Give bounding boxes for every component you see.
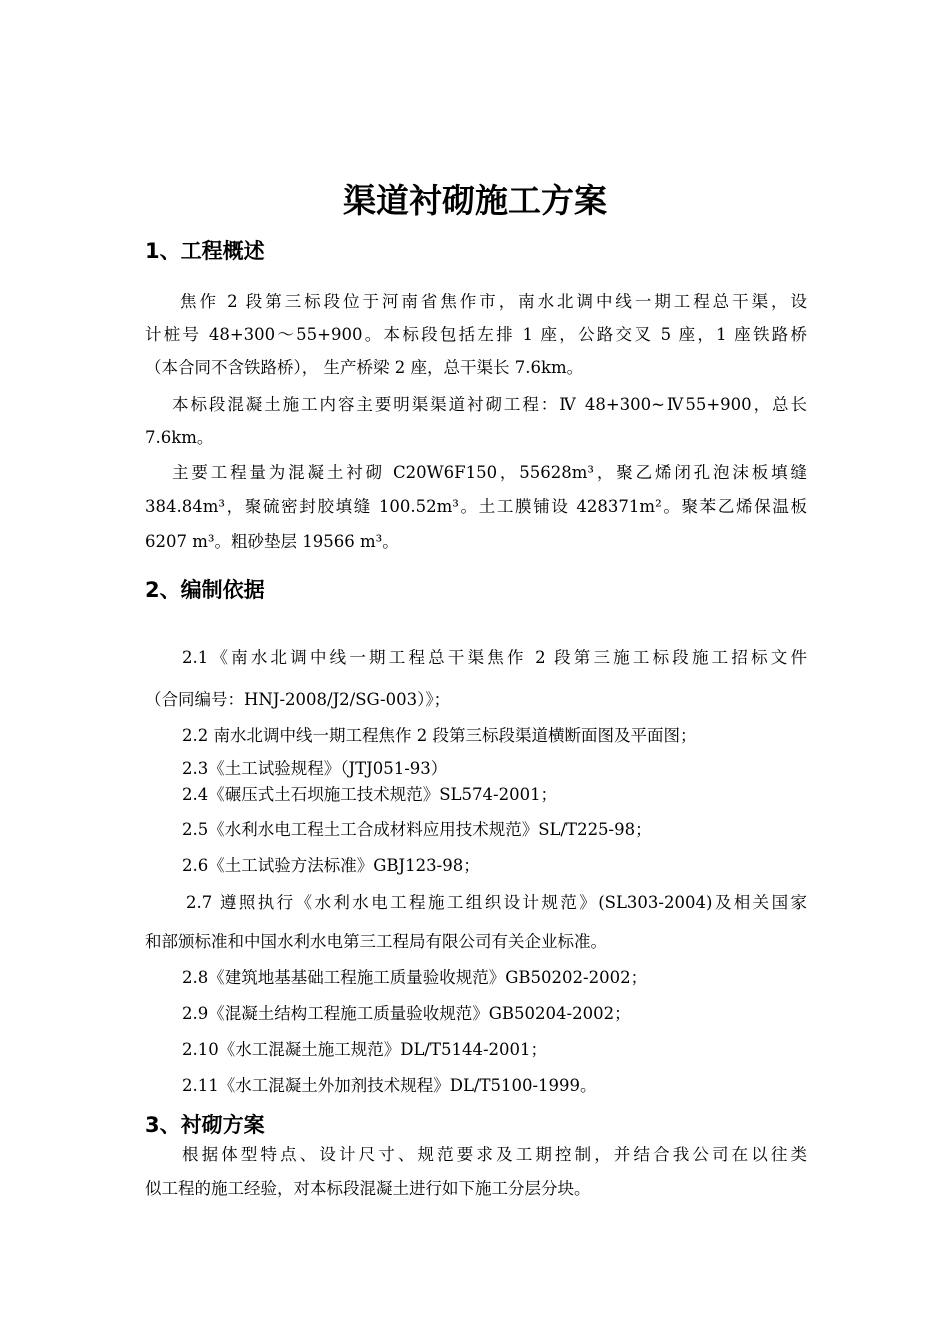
reference-item: 2.3《土工试验规程》（JTJ051-93） [182, 759, 448, 778]
paragraph-line: 7.6km。 [145, 428, 214, 447]
paragraph-line: 根据体型特点、设计尺寸、规范要求及工期控制，并结合我公司在以往类 [182, 1145, 807, 1164]
paragraph-line: （本合同不含铁路桥）， 生产桥梁 2 座，总干渠长 7.6km。 [145, 358, 584, 377]
section-heading: 3、衬砌方案 [145, 1113, 265, 1137]
paragraph-line: 本标段混凝土施工内容主要明渠渠道衬砌工程：Ⅳ 48+300~Ⅳ55+900，总长 [172, 395, 807, 414]
reference-item: 2.1《南水北调中线一期工程总干渠焦作 2 段第三施工标段施工招标文件 [182, 648, 807, 667]
paragraph-line: 焦作 2 段第三标段位于河南省焦作市，南水北调中线一期工程总干渠，设 [180, 292, 807, 311]
reference-item: 2.9《混凝土结构工程施工质量验收规范》GB50204-2002； [182, 1004, 631, 1023]
reference-item: 2.6《土工试验方法标准》GBJ123-98； [182, 856, 480, 875]
document-title: 渠道衬砌施工方案 [343, 181, 607, 220]
reference-item: （合同编号：HNJ-2008/J2/SG-003）》； [145, 690, 451, 709]
reference-item: 2.2 南水北调中线一期工程焦作 2 段第三标段渠道横断面图及平面图； [182, 726, 697, 745]
reference-item: 2.4《碾压式土石坝施工技术规范》SL574-2001； [182, 785, 558, 804]
reference-item: 2.5《水利水电工程土工合成材料应用技术规范》SL/T225-98； [182, 820, 652, 839]
reference-item: 2.8《建筑地基基础工程施工质量验收规范》GB50202-2002； [182, 968, 648, 987]
reference-item: 和部颁标准和中国水利水电第三工程局有限公司有关企业标准。 [145, 932, 607, 951]
reference-item: 2.10《水工混凝土施工规范》DL/T5144-2001； [182, 1040, 548, 1059]
section-heading: 2、编制依据 [145, 578, 265, 602]
reference-item: 2.7 遵照执行《水利水电工程施工组织设计规范》(SL303-2004)及相关国家 [186, 893, 807, 912]
section-heading: 1、工程概述 [145, 239, 265, 263]
paragraph-line: 主要工程量为混凝土衬砌 C20W6F150，55628m³，聚乙烯闭孔泡沫板填缝 [172, 463, 807, 482]
paragraph-line: 384.84m³，聚硫密封胶填缝 100.52m³。土工膜铺设 428371m²。聚苯乙烯保温板 [145, 497, 807, 516]
paragraph-line: 似工程的施工经验，对本标段混凝土进行如下施工分层分块。 [145, 1179, 591, 1198]
reference-item: 2.11《水工混凝土外加剂技术规程》DL/T5100-1999。 [182, 1076, 597, 1095]
paragraph-line: 计桩号 48+300～55+900。本标段包括左排 1 座，公路交叉 5 座，1 座铁路桥 [145, 325, 807, 344]
paragraph-line: 6207 m³。粗砂垫层 19566 m³。 [145, 532, 399, 551]
